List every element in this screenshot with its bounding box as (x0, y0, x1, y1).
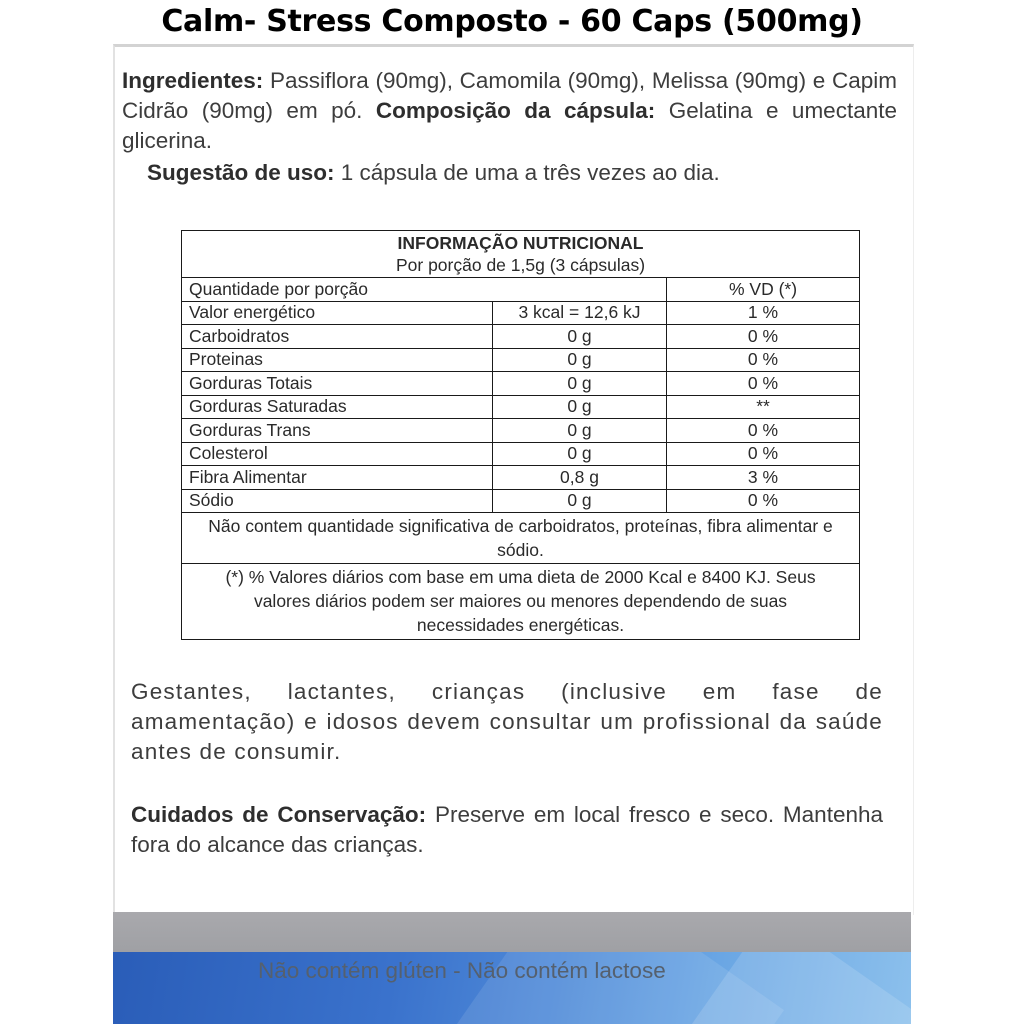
nutrient-name: Gorduras Trans (182, 419, 493, 443)
ingredients-paragraph (122, 66, 897, 156)
nutrition-header-cell (182, 231, 860, 278)
nutrient-vd: 0 % (667, 442, 860, 466)
ingredients-text: Passiflora (90mg), Camomila (90mg), Melissa (90mg) e Capim Cidrão (90mg) em pó. (122, 68, 897, 123)
nutrition-table (181, 230, 860, 640)
nutrient-vd: 0 % (667, 419, 860, 443)
nutrient-name: Valor energético (182, 301, 493, 325)
nutrition-row (182, 466, 860, 490)
page-title: Calm- Stress Composto - 60 Caps (500mg) (161, 4, 863, 39)
nutrient-name: Fibra Alimentar (182, 466, 493, 490)
nutrient-amount: 0 g (493, 442, 667, 466)
ingredients-label: Ingredientes: (122, 68, 264, 93)
nutrition-note-row (182, 513, 860, 564)
nutrition-row (182, 372, 860, 396)
nutrient-name: Sódio (182, 489, 493, 513)
usage-text: 1 cápsula de uma a três vezes ao dia. (334, 160, 720, 185)
conservation-paragraph (131, 800, 883, 860)
nutrient-amount: 3 kcal = 12,6 kJ (493, 301, 667, 325)
nutrient-vd: 0 % (667, 325, 860, 349)
nutrient-name: Colesterol (182, 442, 493, 466)
nutrient-vd: 0 % (667, 489, 860, 513)
nutrient-amount: 0 g (493, 372, 667, 396)
nutrition-row (182, 442, 860, 466)
footer-allergen-text: Não contém glúten - Não contém lactose (258, 958, 666, 983)
nutrition-footnote-row (182, 564, 860, 640)
nutrient-amount: 0 g (493, 419, 667, 443)
nutrient-vd: 1 % (667, 301, 860, 325)
nutrition-footnote: (*) % Valores diários com base em uma dieta de 2000 Kcal e 8400 KJ. Seus valores diários podem ser maiores ou menores dependendo de suas necessidades energéticas. (182, 564, 860, 640)
nutrition-header-row (182, 231, 860, 278)
nutrient-vd: 3 % (667, 466, 860, 490)
nutrient-vd: 0 % (667, 348, 860, 372)
nutrient-name: Gorduras Saturadas (182, 395, 493, 419)
conservation-text: Preserve em local fresco e seco. Mantenha fora do alcance das crianças. (131, 802, 883, 857)
nutrient-amount: 0 g (493, 489, 667, 513)
nutrition-row (182, 325, 860, 349)
nutrition-row (182, 419, 860, 443)
nutrient-amount: 0 g (493, 395, 667, 419)
nutrition-row (182, 489, 860, 513)
nutrition-row (182, 348, 860, 372)
nutrition-title: INFORMAÇÃO NUTRICIONAL (397, 233, 644, 253)
column-header-quantity: Quantidade por porção (182, 278, 667, 302)
nutrient-amount: 0,8 g (493, 466, 667, 490)
footer-grey-band (113, 912, 911, 952)
usage-paragraph (147, 158, 907, 188)
nutrient-amount: 0 g (493, 348, 667, 372)
nutrient-name: Gorduras Totais (182, 372, 493, 396)
conservation-label: Cuidados de Conservação: (131, 802, 427, 827)
nutrient-amount: 0 g (493, 325, 667, 349)
nutrient-vd: ** (667, 395, 860, 419)
nutrition-columns-row (182, 278, 860, 302)
nutrition-row (182, 301, 860, 325)
usage-label: Sugestão de uso: (147, 160, 335, 185)
nutrition-rows (182, 301, 860, 513)
nutrition-note: Não contem quantidade significativa de carboidratos, proteínas, fibra alimentar e sódio. (182, 513, 860, 564)
column-header-vd: % VD (*) (667, 278, 860, 302)
nutrition-row (182, 395, 860, 419)
warning-paragraph: Gestantes, lactantes, crianças (inclusive em fase de amamentação) e idosos devem consultar um profissional da saúde antes de consumir. (131, 679, 883, 764)
capsule-composition-label: Composição da cápsula: (375, 98, 656, 123)
nutrient-name: Proteinas (182, 348, 493, 372)
nutrition-portion: Por porção de 1,5g (3 cápsulas) (395, 255, 646, 275)
nutrient-name: Carboidratos (182, 325, 493, 349)
capsule-composition-text: Gelatina e umectante glicerina. (122, 98, 897, 153)
nutrient-vd: 0 % (667, 372, 860, 396)
